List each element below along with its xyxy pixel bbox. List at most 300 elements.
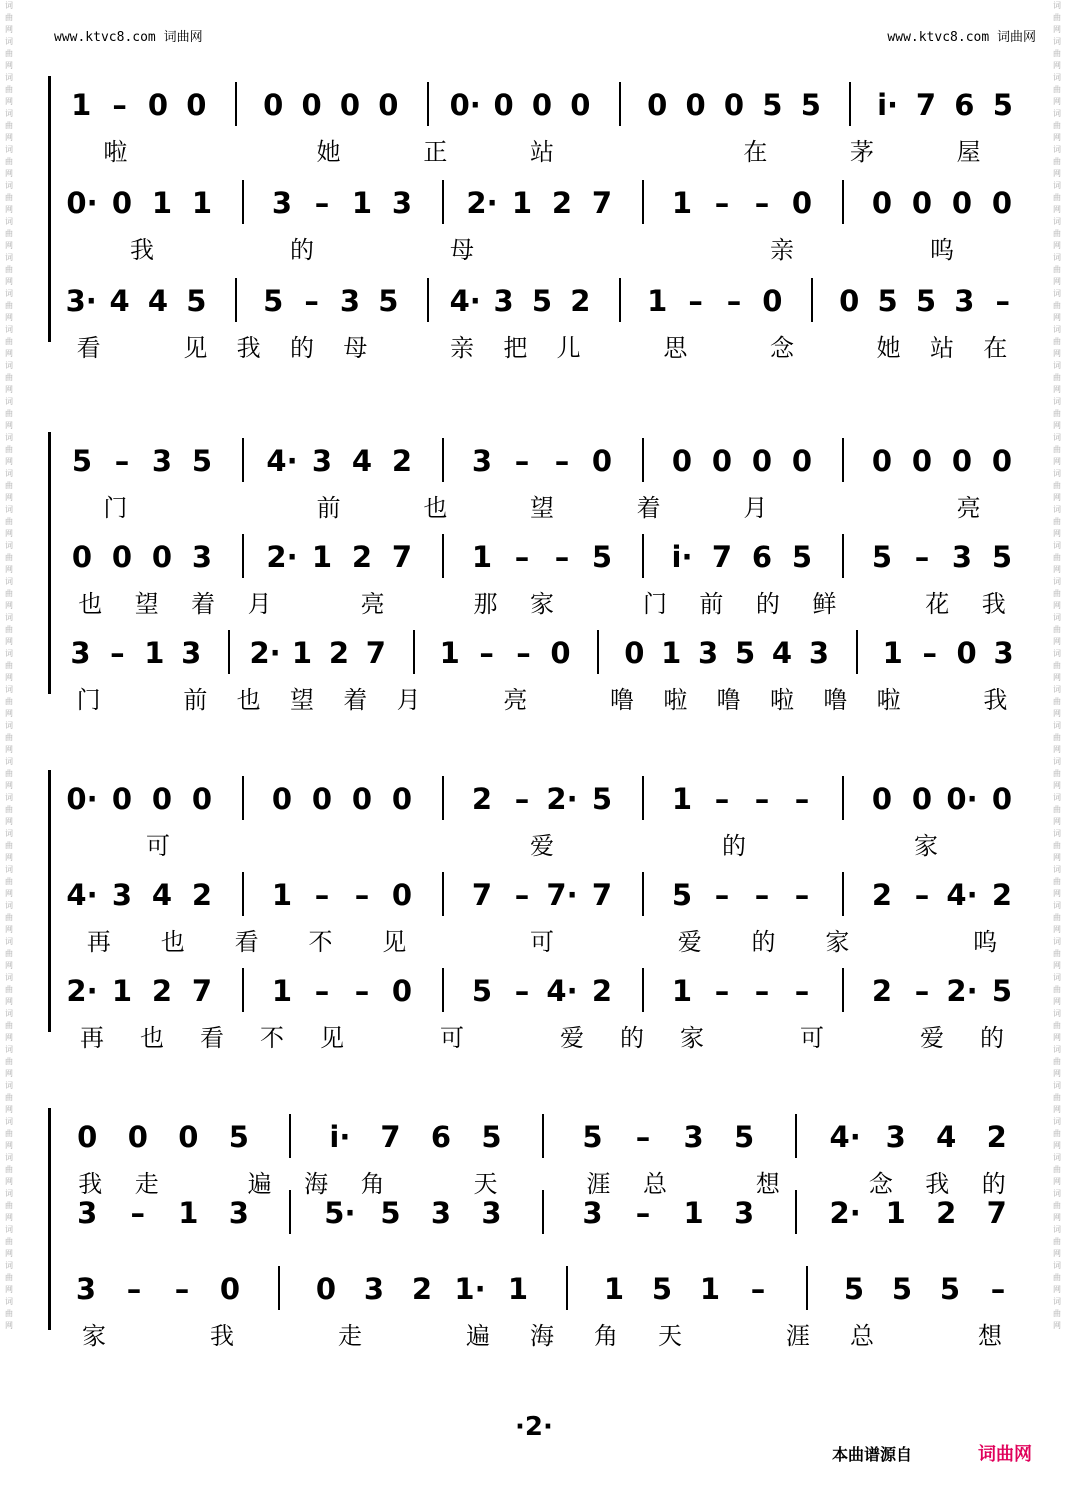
lyric-char: 海 [304,1170,329,1198]
note: 0 [550,636,571,670]
system-brace [48,432,55,694]
bar-line [619,278,621,322]
note: 5 [991,540,1013,574]
note: – [354,974,370,1008]
note: 5 [263,284,284,318]
note: 1 [671,186,693,220]
note: 3 [954,284,975,318]
note: – [112,88,127,122]
note: – [110,636,125,670]
note: – [914,540,930,574]
note: 7· [546,878,578,912]
note: 1 [471,540,493,574]
notation-line [62,186,1022,226]
note: 1 [882,636,903,670]
lyric-char: 不 [260,1024,284,1052]
bar-line [842,776,844,820]
note: 0 [378,88,399,122]
lyric-char: 我 [236,334,261,362]
lyric-char: 我 [981,590,1006,618]
note: 5 [992,88,1013,122]
note: 1 [351,186,373,220]
lyric-char: 念 [770,334,794,362]
lyric-char: 的 [751,928,776,956]
note: – [914,878,930,912]
lyric-char: 见 [320,1024,344,1052]
note: 7 [986,1196,1007,1230]
lyric-char: 家 [530,590,554,618]
lyric-line [62,1018,1022,1052]
note: 7 [471,878,493,912]
lyric-char: 鲜 [812,590,837,618]
lyric-char: 屋 [956,138,981,166]
note: i· [877,88,899,122]
note: 4· [266,444,298,478]
lyric-line [62,328,1022,362]
lyric-char: 站 [530,138,554,166]
note: 0 [111,540,133,574]
note: 0 [151,782,173,816]
note: 0 [315,1272,337,1306]
note: 2 [986,1120,1007,1154]
lyric-char: 我 [210,1322,234,1350]
lyric-char: 着 [343,686,368,714]
lyric-char: 角 [594,1322,618,1350]
lyric-char: 门 [642,590,667,618]
bar-line [642,872,644,916]
lyric-char: 花 [925,590,950,618]
bar-line [566,1266,568,1310]
lyric-char: 望 [134,590,159,618]
lyric-char: 角 [360,1170,385,1198]
note: 1 [271,878,293,912]
note: 5 [915,284,937,318]
bar-line [442,438,444,482]
notation-line [62,284,1022,324]
note: 1 [291,636,313,670]
note: 2 [191,878,213,912]
note: 1 [71,88,92,122]
lyric-char: 想 [755,1170,780,1198]
note: 7 [915,88,937,122]
note: 0 [871,444,893,478]
note: 3 [471,444,493,478]
side-watermark-right: 词曲网词曲网词曲网词曲网词曲网词曲网词曲网词曲网词曲网词曲网词曲网词曲网词曲网词曲网词曲网词曲网词曲网词曲网词曲网词曲网词曲网词曲网词曲网词曲网词曲网词曲网词曲网词曲网词曲网词曲网词曲网词曲网词曲网词曲网词曲网词曲网词曲网 [1053,1,1061,1330]
note: 0 [186,88,207,122]
bar-line [642,180,644,224]
lyric-char: 的 [290,334,314,362]
note: – [314,878,330,912]
note: i· [329,1120,351,1154]
note: – [794,782,810,816]
note: 3 [151,444,173,478]
note: 2· [266,540,298,574]
note: 5 [481,1120,502,1154]
note: 1 [271,974,293,1008]
bar-line [228,630,230,674]
lyric-char: 天 [658,1322,682,1350]
note: 7 [591,878,613,912]
note: 0 [711,444,733,478]
lyric-char: 噜 [716,686,741,714]
note: – [635,1120,651,1154]
lyric-char: 呜 [973,928,998,956]
note: 3 [951,540,973,574]
note: 5 [939,1272,961,1306]
lyric-char: 家 [825,928,850,956]
note: 5· [324,1196,356,1230]
side-watermark-left: 词曲网词曲网词曲网词曲网词曲网词曲网词曲网词曲网词曲网词曲网词曲网词曲网词曲网词曲网词曲网词曲网词曲网词曲网词曲网词曲网词曲网词曲网词曲网词曲网词曲网词曲网词曲网词曲网词曲网词曲网词曲网词曲网词曲网词曲网词曲网词曲网词曲网 [5,1,13,1330]
note: – [714,186,730,220]
lyric-char: 也 [236,686,261,714]
page-number: ·2· [515,1412,553,1442]
note: – [516,636,531,670]
lyric-char: 着 [636,494,661,522]
note: 2 [391,444,413,478]
lyric-char: 我 [130,236,154,264]
lyric-char: 的 [620,1024,644,1052]
note: 4 [351,444,373,478]
lyric-char: 涯 [786,1322,810,1350]
bar-line [289,1190,291,1234]
note: 0 [263,88,284,122]
lyric-char: 我 [925,1170,950,1198]
note: 2· [466,186,498,220]
note: 3 [734,1196,755,1230]
lyric-line [62,1316,1022,1350]
note: – [174,1272,190,1306]
note: 0 [911,782,933,816]
note: 5 [582,1120,603,1154]
note: 0 [178,1120,199,1154]
note: 0 [301,88,322,122]
lyric-char: 茅 [850,138,874,166]
notation-line [62,636,1022,676]
note: 0· [66,186,98,220]
note: 0 [71,540,93,574]
note: 2 [936,1196,957,1230]
note: 4· [546,974,578,1008]
note: 3 [111,878,133,912]
note: 0 [111,186,133,220]
note: 2· [66,974,98,1008]
note: 0 [339,88,361,122]
lyric-line [62,826,1022,860]
lyric-char: 念 [868,1170,893,1198]
note: 3 [481,1196,502,1230]
lyric-char: 啦 [770,686,794,714]
note: 1 [699,1272,721,1306]
note: 0 [685,88,706,122]
bar-line [442,180,444,224]
lyric-char: 我 [983,686,1008,714]
bar-line [442,534,444,578]
lyric-char: 遍 [466,1322,490,1350]
note: 2 [471,782,493,816]
note: 0 [911,444,933,478]
lyric-char: 亲 [450,334,474,362]
note: 1 [178,1196,199,1230]
note: 7 [591,186,613,220]
lyric-char: 门 [103,494,128,522]
note: 7 [711,540,733,574]
note: 5 [891,1272,913,1306]
note: 1· [454,1272,486,1306]
note: 0 [219,1272,241,1306]
lyric-char: 前 [183,686,208,714]
system-brace [48,1108,55,1330]
lyric-line [62,230,1022,264]
note: 2· [829,1196,861,1230]
bar-line [542,1114,544,1158]
lyric-char: 可 [800,1024,824,1052]
note: 1 [111,974,133,1008]
bar-line [413,630,415,674]
note: 4· [66,878,98,912]
note: 2 [328,636,350,670]
note: 3 [77,1196,98,1230]
lyric-char: 啦 [663,686,688,714]
note: 1 [671,974,693,1008]
note: 0 [911,186,933,220]
lyric-char: 噜 [823,686,848,714]
lyric-char: 前 [699,590,724,618]
notation-line [62,782,1022,822]
note: 0 [351,782,373,816]
lyric-char: 亮 [503,686,528,714]
lyric-char: 门 [76,686,101,714]
note: 1 [603,1272,625,1306]
note: – [995,284,1011,318]
note: 0 [570,88,591,122]
note: 0 [951,444,973,478]
lyric-char: 见 [382,928,407,956]
notation-line [62,878,1022,918]
note: 3 [582,1196,603,1230]
note: 0 [191,782,213,816]
system-brace [48,76,55,342]
note: 6 [430,1120,452,1154]
note: 2· [249,636,281,670]
note: 0 [493,88,514,122]
lyric-char: 她 [876,334,901,362]
note: 5 [734,636,756,670]
note: – [514,540,530,574]
lyric-char: 家 [914,832,938,860]
lyric-char: 看 [234,928,259,956]
note: 2 [991,878,1013,912]
lyric-char: 爱 [920,1024,944,1052]
lyric-char: 月 [743,494,768,522]
note: 3 [228,1196,249,1230]
lyric-char: 也 [78,590,103,618]
note: 2· [546,782,578,816]
note: 2 [871,878,893,912]
lyric-char: 总 [642,1170,667,1198]
lyric-char: 可 [440,1024,464,1052]
lyric-line [62,922,1022,956]
header-right-url: www.ktvc8.com 词曲网 [887,30,1036,45]
lyric-char: 月 [247,590,272,618]
note: 0 [127,1120,148,1154]
bar-line [442,872,444,916]
notation-line [62,444,1022,484]
notation-line [62,1196,1022,1236]
lyric-char: 也 [423,494,448,522]
note: 0 [723,88,745,122]
note: – [914,974,930,1008]
note: – [750,1272,766,1306]
note: 3· [65,284,97,318]
note: 5 [877,284,898,318]
note: 7 [365,636,386,670]
lyric-char: 可 [146,832,170,860]
note: 5 [591,782,613,816]
lyric-char: 噜 [610,686,634,714]
note: 0 [311,782,333,816]
lyric-char: 天 [473,1170,498,1198]
note: 1 [647,284,668,318]
bar-line [619,82,621,126]
bar-line [242,180,244,224]
note: 0 [624,636,645,670]
note: 1 [661,636,682,670]
bar-line [278,1266,280,1310]
note: 0 [951,186,973,220]
note: 7 [191,974,213,1008]
lyric-char: 海 [530,1322,554,1350]
note: 1 [439,636,460,670]
note: – [688,284,703,318]
lyric-char: 走 [338,1322,362,1350]
lyric-char: 也 [140,1024,164,1052]
note: 5 [651,1272,673,1306]
note: 6 [751,540,773,574]
note: – [514,974,530,1008]
bar-line [427,82,429,126]
lyric-char: 再 [80,1024,104,1052]
bar-line [642,776,644,820]
note: 5 [800,88,821,122]
lyric-char: 月 [396,686,421,714]
lyric-char: 家 [82,1322,106,1350]
note: 0 [147,88,169,122]
lyric-char: 前 [316,494,341,522]
bar-line [289,1114,291,1158]
bar-line [842,180,844,224]
lyric-char: 也 [160,928,185,956]
note: – [554,540,570,574]
note: 2 [591,974,613,1008]
bar-line [842,438,844,482]
note: – [714,878,730,912]
note: 0 [762,284,783,318]
note: 0 [871,186,893,220]
note: – [922,636,937,670]
lyric-char: 遍 [247,1170,272,1198]
note: 4· [449,284,481,318]
note: 7 [380,1120,401,1154]
bar-line [842,968,844,1012]
note: – [726,284,742,318]
note: 0 [111,782,133,816]
note: – [314,186,330,220]
note: 0 [391,974,413,1008]
header-left-url: www.ktvc8.com 词曲网 [54,30,203,45]
note: 5 [791,540,813,574]
note: 1 [507,1272,529,1306]
note: – [754,974,770,1008]
source-site-link[interactable]: 词曲网 [978,1444,1032,1465]
note: – [794,974,810,1008]
lyric-char: 想 [978,1322,1002,1350]
note: – [990,1272,1006,1306]
note: 0 [271,782,293,816]
note: 5 [71,444,93,478]
bar-line [242,776,244,820]
note: 2 [871,974,893,1008]
lyric-char: 的 [755,590,780,618]
note: 3 [808,636,830,670]
notation-line [62,540,1022,580]
lyric-char: 的 [980,1024,1004,1052]
bar-line [542,1190,544,1234]
bar-line [597,630,599,674]
note: – [514,444,530,478]
note: 5 [191,444,213,478]
lyric-line [62,132,1022,166]
note: 5 [378,284,399,318]
note: 5 [762,88,783,122]
lyric-char: 望 [530,494,554,522]
note: 0 [991,444,1013,478]
lyric-char: 啦 [103,138,128,166]
notation-line [62,974,1022,1014]
bar-line [242,968,244,1012]
note: 2 [570,284,591,318]
bar-line [427,278,429,322]
note: 2 [351,540,373,574]
note: i· [671,540,693,574]
lyric-char: 再 [86,928,111,956]
note: 0 [956,636,977,670]
note: – [794,878,810,912]
lyric-char: 亲 [770,236,794,264]
note: 0· [449,88,481,122]
note: 0 [151,540,173,574]
bar-line [242,438,244,482]
note: 3 [683,1120,704,1154]
note: 2 [411,1272,433,1306]
note: 5 [380,1196,401,1230]
bar-line [235,278,237,322]
lyric-line [62,680,1022,714]
note: 1 [144,636,165,670]
note: – [479,636,494,670]
notation-line [62,88,1022,128]
note: – [514,782,530,816]
source-label: 本曲谱源自 [832,1445,913,1464]
bar-line [849,82,851,126]
note: 3 [885,1120,906,1154]
note: 3 [75,1272,97,1306]
note: 0 [791,444,813,478]
note: 0 [77,1120,98,1154]
lyric-char: 站 [930,334,954,362]
lyric-char: 家 [680,1024,704,1052]
notation-line [62,1120,1022,1160]
note: – [514,878,530,912]
